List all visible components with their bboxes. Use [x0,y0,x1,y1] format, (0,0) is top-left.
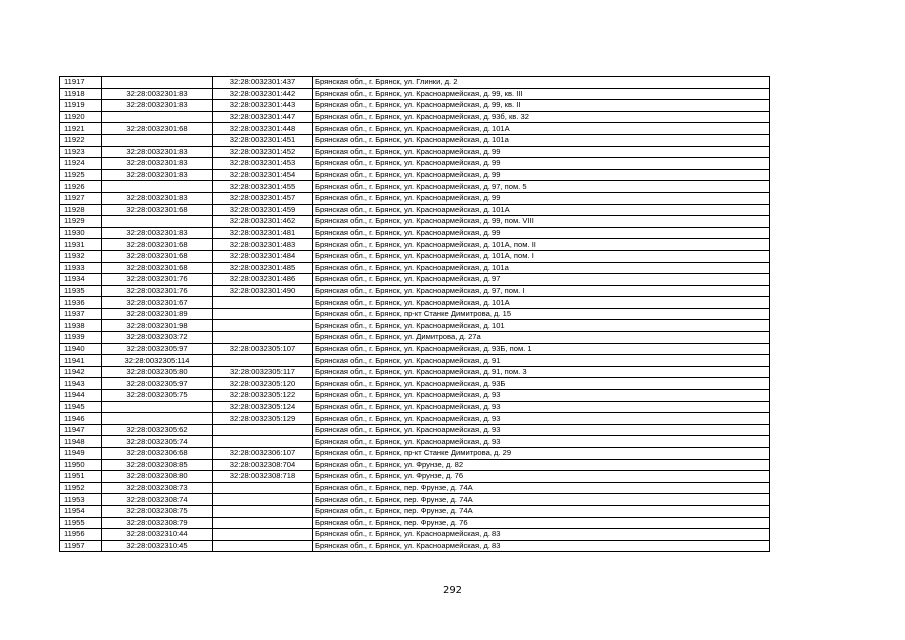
object-number-cell: 32:28:0032305:124 [213,401,313,413]
object-number-cell: 32:28:0032301:485 [213,262,313,274]
object-number-cell: 32:28:0032301:454 [213,169,313,181]
table-row [60,332,770,344]
row-number-cell: 11954 [60,505,102,517]
row-number-cell: 11957 [60,540,102,552]
address-cell: Брянская обл., г. Брянск, пр-кт Станке Димитрова, д. 29 [313,448,770,460]
row-number-cell: 11917 [60,77,102,89]
parcel-number-cell: 32:28:0032308:73 [102,482,213,494]
table-row [60,77,770,89]
table-row [60,540,770,552]
row-number-cell: 11929 [60,216,102,228]
object-number-cell [213,436,313,448]
row-number-cell: 11932 [60,250,102,262]
object-number-cell: 32:28:0032301:437 [213,77,313,89]
table-row [60,482,770,494]
address-cell: Брянская обл., г. Брянск, ул. Глинки, д. 2 [313,77,770,89]
table-row [60,471,770,483]
row-number-cell: 11918 [60,88,102,100]
object-number-cell: 32:28:0032305:117 [213,366,313,378]
address-cell: Брянская обл., г. Брянск, ул. Красноармейская, д. 101 [313,320,770,332]
object-number-cell: 32:28:0032308:704 [213,459,313,471]
row-number-cell: 11924 [60,158,102,170]
table-row [60,494,770,506]
parcel-number-cell [102,181,213,193]
parcel-number-cell: 32:28:0032308:74 [102,494,213,506]
object-number-cell [213,529,313,541]
table-row [60,134,770,146]
row-number-cell: 11935 [60,285,102,297]
address-cell: Брянская обл., г. Брянск, ул. Красноармейская, д. 101А, пом. I [313,250,770,262]
parcel-number-cell: 32:28:0032305:114 [102,355,213,367]
table-row [60,401,770,413]
row-number-cell: 11922 [60,134,102,146]
parcel-number-cell [102,134,213,146]
table-row [60,529,770,541]
table-row [60,390,770,402]
row-number-cell: 11921 [60,123,102,135]
object-number-cell: 32:28:0032301:442 [213,88,313,100]
address-cell: Брянская обл., г. Брянск, ул. Красноармейская, д. 101а [313,262,770,274]
address-cell: Брянская обл., г. Брянск, ул. Красноармейская, д. 99, кв. II [313,100,770,112]
object-number-cell: 32:28:0032301:455 [213,181,313,193]
row-number-cell: 11926 [60,181,102,193]
table-row [60,285,770,297]
row-number-cell: 11919 [60,100,102,112]
parcel-number-cell: 32:28:0032301:89 [102,308,213,320]
address-cell: Брянская обл., г. Брянск, ул. Красноармейская, д. 93 [313,401,770,413]
parcel-number-cell: 32:28:0032301:83 [102,192,213,204]
object-number-cell: 32:28:0032305:120 [213,378,313,390]
table-row [60,308,770,320]
address-cell: Брянская обл., г. Брянск, ул. Димитрова, д. 27а [313,332,770,344]
table-row [60,343,770,355]
address-cell: Брянская обл., г. Брянск, пер. Фрунзе, д. 74А [313,505,770,517]
object-number-cell: 32:28:0032306:107 [213,448,313,460]
table-row [60,366,770,378]
table-row [60,88,770,100]
parcel-number-cell: 32:28:0032301:68 [102,239,213,251]
parcel-number-cell: 32:28:0032301:68 [102,204,213,216]
table-row [60,505,770,517]
table-row [60,355,770,367]
parcel-number-cell: 32:28:0032301:83 [102,169,213,181]
parcel-number-cell [102,111,213,123]
row-number-cell: 11930 [60,227,102,239]
object-number-cell: 32:28:0032301:459 [213,204,313,216]
parcel-number-cell: 32:28:0032303:72 [102,332,213,344]
table-row [60,158,770,170]
address-cell: Брянская обл., г. Брянск, ул. Красноармейская, д. 93 [313,424,770,436]
row-number-cell: 11933 [60,262,102,274]
address-cell: Брянская обл., г. Брянск, ул. Красноармейская, д. 97 [313,274,770,286]
parcel-number-cell: 32:28:0032308:80 [102,471,213,483]
row-number-cell: 11941 [60,355,102,367]
table-row [60,181,770,193]
object-number-cell: 32:28:0032301:457 [213,192,313,204]
row-number-cell: 11938 [60,320,102,332]
row-number-cell: 11923 [60,146,102,158]
address-cell: Брянская обл., г. Брянск, ул. Красноармейская, д. 101А [313,297,770,309]
address-cell: Брянская обл., г. Брянск, ул. Красноармейская, д. 93Б, пом. 1 [313,343,770,355]
object-number-cell [213,297,313,309]
object-number-cell: 32:28:0032301:451 [213,134,313,146]
table-row [60,413,770,425]
parcel-number-cell: 32:28:0032305:75 [102,390,213,402]
row-number-cell: 11946 [60,413,102,425]
row-number-cell: 11927 [60,192,102,204]
parcel-number-cell: 32:28:0032310:45 [102,540,213,552]
object-number-cell: 32:28:0032301:486 [213,274,313,286]
address-cell: Брянская обл., г. Брянск, ул. Красноармейская, д. 101А [313,204,770,216]
table-row [60,517,770,529]
row-number-cell: 11925 [60,169,102,181]
address-cell: Брянская обл., г. Брянск, ул. Красноармейская, д. 99 [313,169,770,181]
table-row [60,204,770,216]
table-row [60,262,770,274]
object-number-cell [213,320,313,332]
address-cell: Брянская обл., г. Брянск, пр-кт Станке Димитрова, д. 15 [313,308,770,320]
table-row [60,100,770,112]
parcel-number-cell: 32:28:0032305:97 [102,343,213,355]
parcel-number-cell [102,216,213,228]
row-number-cell: 11939 [60,332,102,344]
address-cell: Брянская обл., г. Брянск, ул. Красноармейская, д. 99, кв. III [313,88,770,100]
parcel-number-cell: 32:28:0032301:67 [102,297,213,309]
row-number-cell: 11942 [60,366,102,378]
object-number-cell: 32:28:0032301:453 [213,158,313,170]
address-cell: Брянская обл., г. Брянск, ул. Красноармейская, д. 93б, кв. 32 [313,111,770,123]
table-row [60,297,770,309]
object-number-cell: 32:28:0032301:452 [213,146,313,158]
object-number-cell [213,332,313,344]
parcel-number-cell: 32:28:0032308:79 [102,517,213,529]
parcel-number-cell: 32:28:0032305:97 [102,378,213,390]
address-cell: Брянская обл., г. Брянск, ул. Красноармейская, д. 93Б [313,378,770,390]
address-cell: Брянская обл., г. Брянск, ул. Красноармейская, д. 99 [313,146,770,158]
parcel-number-cell [102,413,213,425]
parcel-number-cell: 32:28:0032301:68 [102,262,213,274]
table-row [60,459,770,471]
row-number-cell: 11920 [60,111,102,123]
parcel-number-cell: 32:28:0032308:75 [102,505,213,517]
object-number-cell: 32:28:0032301:447 [213,111,313,123]
row-number-cell: 11956 [60,529,102,541]
row-number-cell: 11934 [60,274,102,286]
parcel-number-cell: 32:28:0032305:62 [102,424,213,436]
object-number-cell: 32:28:0032305:107 [213,343,313,355]
row-number-cell: 11931 [60,239,102,251]
object-number-cell [213,505,313,517]
row-number-cell: 11949 [60,448,102,460]
table-row [60,448,770,460]
table-row [60,378,770,390]
address-cell: Брянская обл., г. Брянск, ул. Красноармейская, д. 83 [313,529,770,541]
object-number-cell [213,424,313,436]
table-row [60,169,770,181]
row-number-cell: 11955 [60,517,102,529]
address-cell: Брянская обл., г. Брянск, пер. Фрунзе, д. 76 [313,517,770,529]
parcel-number-cell: 32:28:0032310:44 [102,529,213,541]
parcel-number-cell: 32:28:0032301:83 [102,88,213,100]
parcel-number-cell: 32:28:0032301:68 [102,250,213,262]
address-cell: Брянская обл., г. Брянск, ул. Красноармейская, д. 93 [313,413,770,425]
address-cell: Брянская обл., г. Брянск, ул. Красноармейская, д. 99, пом. VIII [313,216,770,228]
object-number-cell: 32:28:0032301:481 [213,227,313,239]
table-row [60,216,770,228]
parcel-number-cell: 32:28:0032308:85 [102,459,213,471]
table-row [60,192,770,204]
object-number-cell [213,482,313,494]
object-number-cell: 32:28:0032301:484 [213,250,313,262]
address-cell: Брянская обл., г. Брянск, ул. Красноармейская, д. 101а [313,134,770,146]
object-number-cell: 32:28:0032301:448 [213,123,313,135]
table-row [60,274,770,286]
object-number-cell [213,308,313,320]
row-number-cell: 11944 [60,390,102,402]
object-number-cell: 32:28:0032305:122 [213,390,313,402]
object-number-cell: 32:28:0032301:490 [213,285,313,297]
address-cell: Брянская обл., г. Брянск, ул. Красноармейская, д. 101А [313,123,770,135]
row-number-cell: 11940 [60,343,102,355]
address-cell: Брянская обл., г. Брянск, ул. Фрунзе, д. 82 [313,459,770,471]
parcel-number-cell: 32:28:0032305:74 [102,436,213,448]
address-cell: Брянская обл., г. Брянск, пер. Фрунзе, д. 74А [313,494,770,506]
table-row [60,227,770,239]
table-row [60,111,770,123]
address-cell: Брянская обл., г. Брянск, ул. Красноармейская, д. 97, пом. I [313,285,770,297]
table-row [60,146,770,158]
row-number-cell: 11952 [60,482,102,494]
registry-table-body [60,77,770,552]
parcel-number-cell: 32:28:0032301:83 [102,227,213,239]
parcel-number-cell: 32:28:0032301:83 [102,158,213,170]
address-cell: Брянская обл., г. Брянск, ул. Красноармейская, д. 93 [313,436,770,448]
parcel-number-cell: 32:28:0032301:76 [102,285,213,297]
row-number-cell: 11947 [60,424,102,436]
row-number-cell: 11937 [60,308,102,320]
table-row [60,320,770,332]
object-number-cell [213,540,313,552]
parcel-number-cell: 32:28:0032305:80 [102,366,213,378]
table-row [60,436,770,448]
table-row [60,250,770,262]
parcel-number-cell: 32:28:0032301:83 [102,100,213,112]
row-number-cell: 11943 [60,378,102,390]
object-number-cell: 32:28:0032308:718 [213,471,313,483]
row-number-cell: 11948 [60,436,102,448]
address-cell: Брянская обл., г. Брянск, ул. Красноармейская, д. 99 [313,158,770,170]
parcel-number-cell [102,401,213,413]
parcel-number-cell: 32:28:0032301:98 [102,320,213,332]
parcel-number-cell: 32:28:0032306:68 [102,448,213,460]
parcel-number-cell: 32:28:0032301:76 [102,274,213,286]
object-number-cell [213,494,313,506]
registry-table [59,76,770,552]
parcel-number-cell: 32:28:0032301:68 [102,123,213,135]
address-cell: Брянская обл., г. Брянск, ул. Красноармейская, д. 93 [313,390,770,402]
parcel-number-cell [102,77,213,89]
address-cell: Брянская обл., г. Брянск, ул. Красноармейская, д. 99 [313,192,770,204]
address-cell: Брянская обл., г. Брянск, ул. Красноармейская, д. 101А, пом. II [313,239,770,251]
address-cell: Брянская обл., г. Брянск, ул. Красноармейская, д. 91, пом. 3 [313,366,770,378]
address-cell: Брянская обл., г. Брянск, ул. Красноармейская, д. 99 [313,227,770,239]
object-number-cell [213,355,313,367]
table-row [60,239,770,251]
page-number: 292 [442,585,463,596]
row-number-cell: 11951 [60,471,102,483]
object-number-cell: 32:28:0032301:443 [213,100,313,112]
object-number-cell [213,517,313,529]
row-number-cell: 11945 [60,401,102,413]
address-cell: Брянская обл., г. Брянск, ул. Красноармейская, д. 91 [313,355,770,367]
row-number-cell: 11950 [60,459,102,471]
row-number-cell: 11928 [60,204,102,216]
parcel-number-cell: 32:28:0032301:83 [102,146,213,158]
row-number-cell: 11936 [60,297,102,309]
address-cell: Брянская обл., г. Брянск, ул. Красноармейская, д. 83 [313,540,770,552]
object-number-cell: 32:28:0032301:462 [213,216,313,228]
row-number-cell: 11953 [60,494,102,506]
table-row [60,123,770,135]
object-number-cell: 32:28:0032301:483 [213,239,313,251]
address-cell: Брянская обл., г. Брянск, ул. Красноармейская, д. 97, пом. 5 [313,181,770,193]
object-number-cell: 32:28:0032305:129 [213,413,313,425]
table-row [60,424,770,436]
address-cell: Брянская обл., г. Брянск, пер. Фрунзе, д. 74А [313,482,770,494]
address-cell: Брянская обл., г. Брянск, ул. Фрунзе, д. 76 [313,471,770,483]
